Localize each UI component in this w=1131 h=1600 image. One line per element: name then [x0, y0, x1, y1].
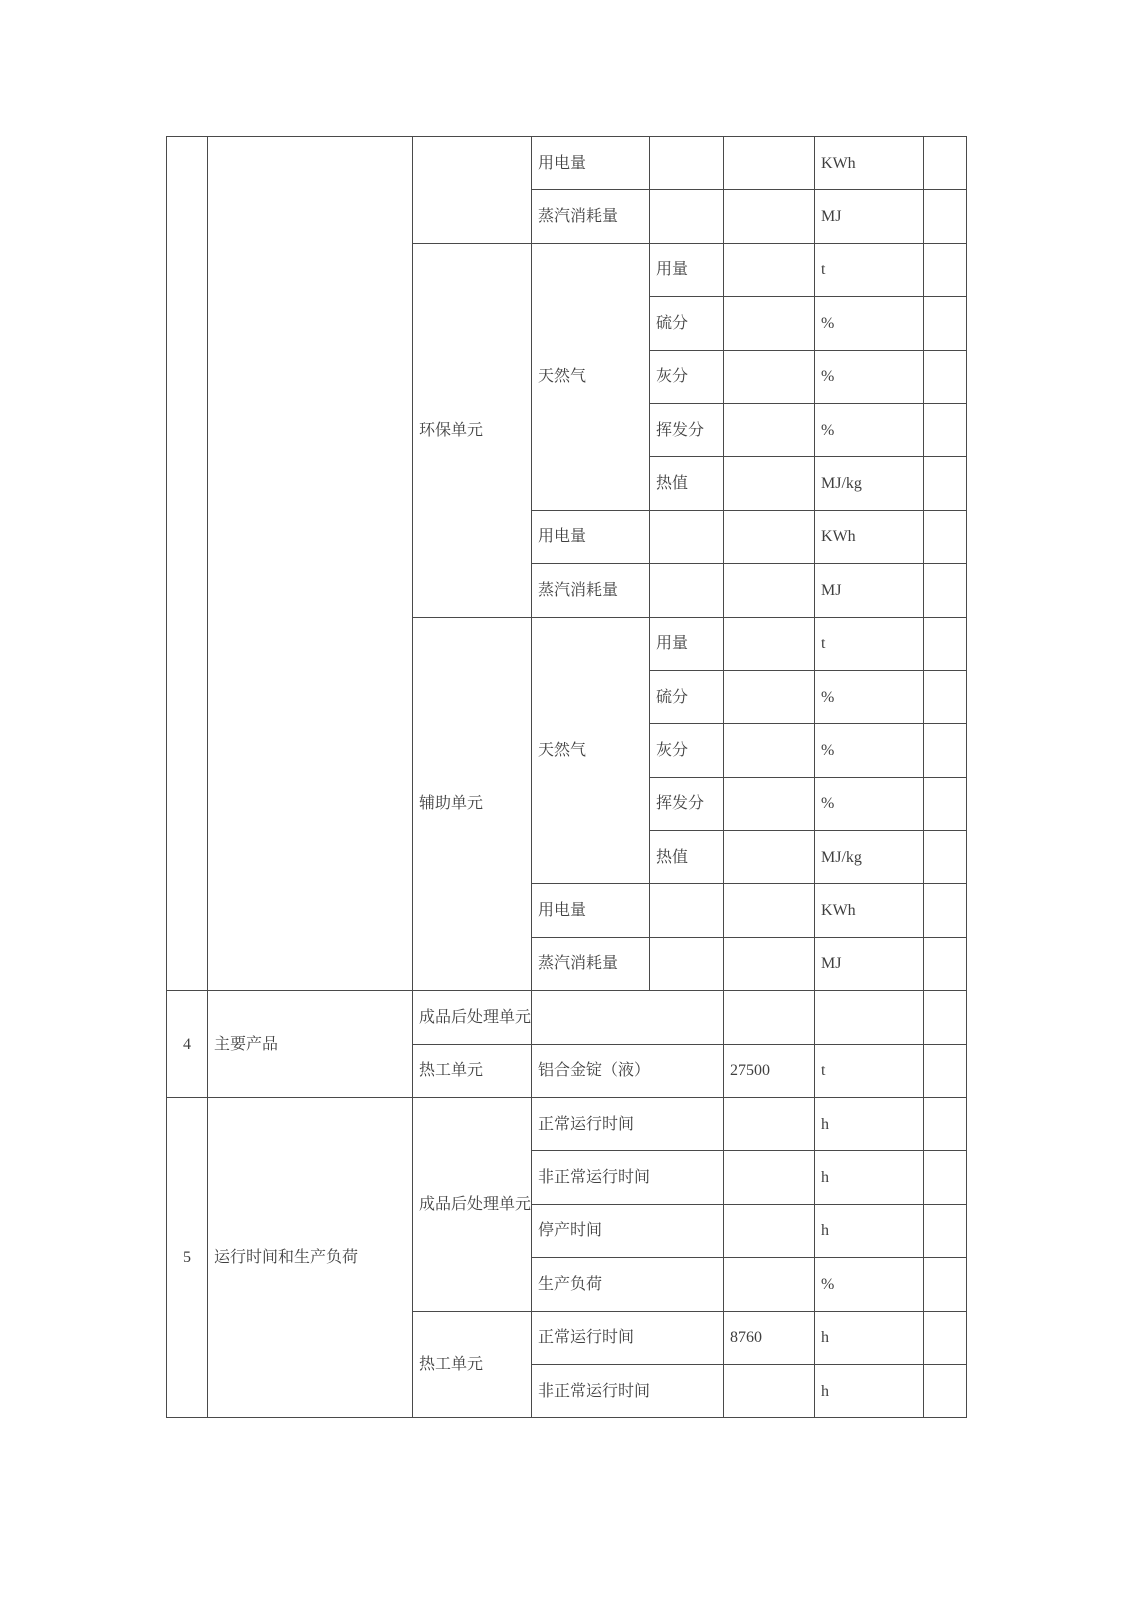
table-cell: 5 — [167, 1098, 208, 1418]
empty-cell — [924, 1258, 967, 1311]
empty-cell — [650, 137, 724, 190]
table-cell: 8760 — [724, 1311, 815, 1364]
table-cell: h — [815, 1098, 924, 1151]
table-cell: % — [815, 777, 924, 830]
empty-cell — [413, 137, 532, 244]
table-cell: t — [815, 617, 924, 670]
table-cell: 非正常运行时间 — [532, 1151, 724, 1204]
table-cell: MJ/kg — [815, 457, 924, 510]
table-cell: KWh — [815, 137, 924, 190]
empty-cell — [924, 1204, 967, 1257]
empty-cell — [924, 297, 967, 350]
table-cell: 蒸汽消耗量 — [532, 937, 650, 990]
table-cell: MJ/kg — [815, 831, 924, 884]
empty-cell — [724, 297, 815, 350]
table-cell: % — [815, 297, 924, 350]
table-cell: 辅助单元 — [413, 617, 532, 991]
table-cell: h — [815, 1204, 924, 1257]
empty-cell — [208, 137, 413, 991]
empty-cell — [924, 670, 967, 723]
empty-cell — [924, 510, 967, 563]
table-cell: % — [815, 403, 924, 456]
table-cell: % — [815, 1258, 924, 1311]
table-row — [167, 991, 967, 1044]
empty-cell — [724, 137, 815, 190]
table-cell: MJ — [815, 937, 924, 990]
table-cell: 蒸汽消耗量 — [532, 564, 650, 617]
empty-cell — [724, 350, 815, 403]
table-cell: 硫分 — [650, 297, 724, 350]
empty-cell — [650, 937, 724, 990]
empty-cell — [924, 350, 967, 403]
table-cell: 27500 — [724, 1044, 815, 1097]
empty-cell — [924, 937, 967, 990]
table-cell: % — [815, 670, 924, 723]
empty-cell — [724, 1258, 815, 1311]
table-cell: 热值 — [650, 831, 724, 884]
empty-cell — [724, 617, 815, 670]
empty-cell — [924, 617, 967, 670]
table-cell: 天然气 — [532, 617, 650, 884]
empty-cell — [924, 137, 967, 190]
empty-cell — [924, 403, 967, 456]
empty-cell — [724, 1151, 815, 1204]
table-cell: 主要产品 — [208, 991, 413, 1098]
table-cell: 铝合金锭（液） — [532, 1044, 724, 1097]
table-cell: 热工单元 — [413, 1044, 532, 1097]
table-cell: 用电量 — [532, 884, 650, 937]
table-cell: 热值 — [650, 457, 724, 510]
table-cell: 灰分 — [650, 724, 724, 777]
table-cell: MJ — [815, 564, 924, 617]
table-cell: KWh — [815, 510, 924, 563]
empty-cell — [924, 457, 967, 510]
empty-cell — [924, 1364, 967, 1417]
empty-cell — [724, 937, 815, 990]
empty-cell — [724, 190, 815, 243]
empty-cell — [924, 190, 967, 243]
empty-cell — [650, 190, 724, 243]
table-cell: t — [815, 243, 924, 296]
empty-cell — [924, 1098, 967, 1151]
empty-cell — [724, 724, 815, 777]
table-cell: h — [815, 1311, 924, 1364]
table-row — [167, 137, 967, 190]
empty-cell — [924, 724, 967, 777]
table-cell: 正常运行时间 — [532, 1311, 724, 1364]
table-cell: % — [815, 350, 924, 403]
empty-cell — [724, 831, 815, 884]
table-cell: 用量 — [650, 243, 724, 296]
empty-cell — [167, 137, 208, 991]
table-row — [167, 1098, 967, 1151]
table-cell: 非正常运行时间 — [532, 1364, 724, 1417]
empty-cell — [724, 777, 815, 830]
table-cell: 成品后处理单元 — [413, 991, 532, 1044]
empty-cell — [924, 777, 967, 830]
empty-cell — [724, 884, 815, 937]
empty-cell — [724, 243, 815, 296]
table-cell: 运行时间和生产负荷 — [208, 1098, 413, 1418]
empty-cell — [724, 1364, 815, 1417]
empty-cell — [724, 564, 815, 617]
empty-cell — [924, 243, 967, 296]
table-cell: 生产负荷 — [532, 1258, 724, 1311]
empty-cell — [924, 831, 967, 884]
empty-cell — [650, 884, 724, 937]
empty-cell — [532, 991, 724, 1044]
continuation-table — [166, 136, 967, 1418]
table-cell: h — [815, 1151, 924, 1204]
table-cell: 正常运行时间 — [532, 1098, 724, 1151]
table-cell: 停产时间 — [532, 1204, 724, 1257]
empty-cell — [924, 1311, 967, 1364]
table-cell: 挥发分 — [650, 777, 724, 830]
empty-cell — [924, 1044, 967, 1097]
empty-cell — [724, 991, 815, 1044]
table-cell: 用电量 — [532, 137, 650, 190]
empty-cell — [924, 1151, 967, 1204]
table-cell: 4 — [167, 991, 208, 1098]
table-cell: 天然气 — [532, 243, 650, 510]
table-cell: 环保单元 — [413, 243, 532, 617]
empty-cell — [650, 510, 724, 563]
empty-cell — [724, 1098, 815, 1151]
table-cell: 用电量 — [532, 510, 650, 563]
empty-cell — [724, 1204, 815, 1257]
table-cell: 用量 — [650, 617, 724, 670]
empty-cell — [650, 564, 724, 617]
table-cell: 热工单元 — [413, 1311, 532, 1418]
table-cell: t — [815, 1044, 924, 1097]
table-cell: h — [815, 1364, 924, 1417]
empty-cell — [724, 670, 815, 723]
empty-cell — [724, 510, 815, 563]
table-cell: 蒸汽消耗量 — [532, 190, 650, 243]
table-cell: 灰分 — [650, 350, 724, 403]
empty-cell — [724, 403, 815, 456]
table-cell: % — [815, 724, 924, 777]
empty-cell — [815, 991, 924, 1044]
empty-cell — [924, 564, 967, 617]
empty-cell — [724, 457, 815, 510]
table-cell: KWh — [815, 884, 924, 937]
table-cell: 成品后处理单元 — [413, 1098, 532, 1312]
table-cell: 挥发分 — [650, 403, 724, 456]
empty-cell — [924, 884, 967, 937]
table-cell: 硫分 — [650, 670, 724, 723]
empty-cell — [924, 991, 967, 1044]
table-cell: MJ — [815, 190, 924, 243]
